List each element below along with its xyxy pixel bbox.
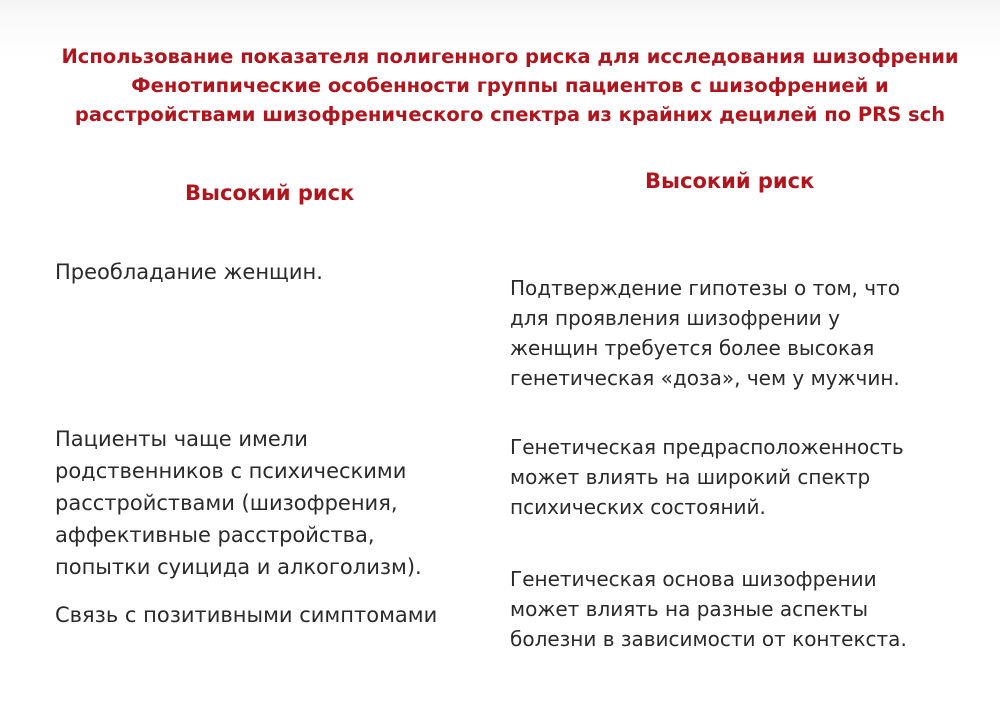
text-line: может влиять на разные аспекты (510, 597, 869, 621)
text-line: генетическая «доза», чем у мужчин. (510, 366, 900, 390)
right-item-hypothesis (510, 273, 900, 393)
left-item-women-predominance (55, 256, 323, 288)
title-line: расстройствами шизофренического спектра из крайних децилей по PRS sch (74, 103, 946, 126)
text-line: попытки суицида и алкоголизм). (55, 555, 422, 579)
right-item-context (510, 564, 907, 654)
text-line: для проявления шизофрении у (510, 306, 840, 330)
text-line: женщин требуется более высокая (510, 336, 875, 360)
left-item-relatives (55, 423, 422, 583)
text-line: психических состояний. (510, 495, 766, 519)
text-line: может влиять на широкий спектр (510, 465, 871, 489)
right-column-header: Высокий риск (645, 169, 815, 193)
text-line: родственников с психическими (55, 459, 407, 483)
title-line: Использование показателя полигенного риска для исследования шизофрении (61, 45, 959, 68)
text-line: Генетическая предрасположенность (510, 435, 904, 459)
left-column-header: Высокий риск (185, 181, 355, 205)
text-line: Пациенты чаще имели (55, 427, 308, 451)
slide-title (40, 42, 980, 129)
right-item-predisposition (510, 432, 904, 522)
title-line: Фенотипические особенности группы пациентов с шизофренией и (131, 74, 889, 97)
text-line: Преобладание женщин. (55, 260, 323, 284)
text-line: Связь с позитивными симптомами (55, 603, 438, 627)
text-line: болезни в зависимости от контекста. (510, 627, 907, 651)
left-item-positive-symptoms (55, 599, 437, 631)
text-line: расстройствами (шизофрения, (55, 491, 398, 515)
text-line: аффективные расстройства, (55, 523, 375, 547)
text-line: Подтверждение гипотезы о том, что (510, 276, 900, 300)
text-line: Генетическая основа шизофрении (510, 567, 877, 591)
